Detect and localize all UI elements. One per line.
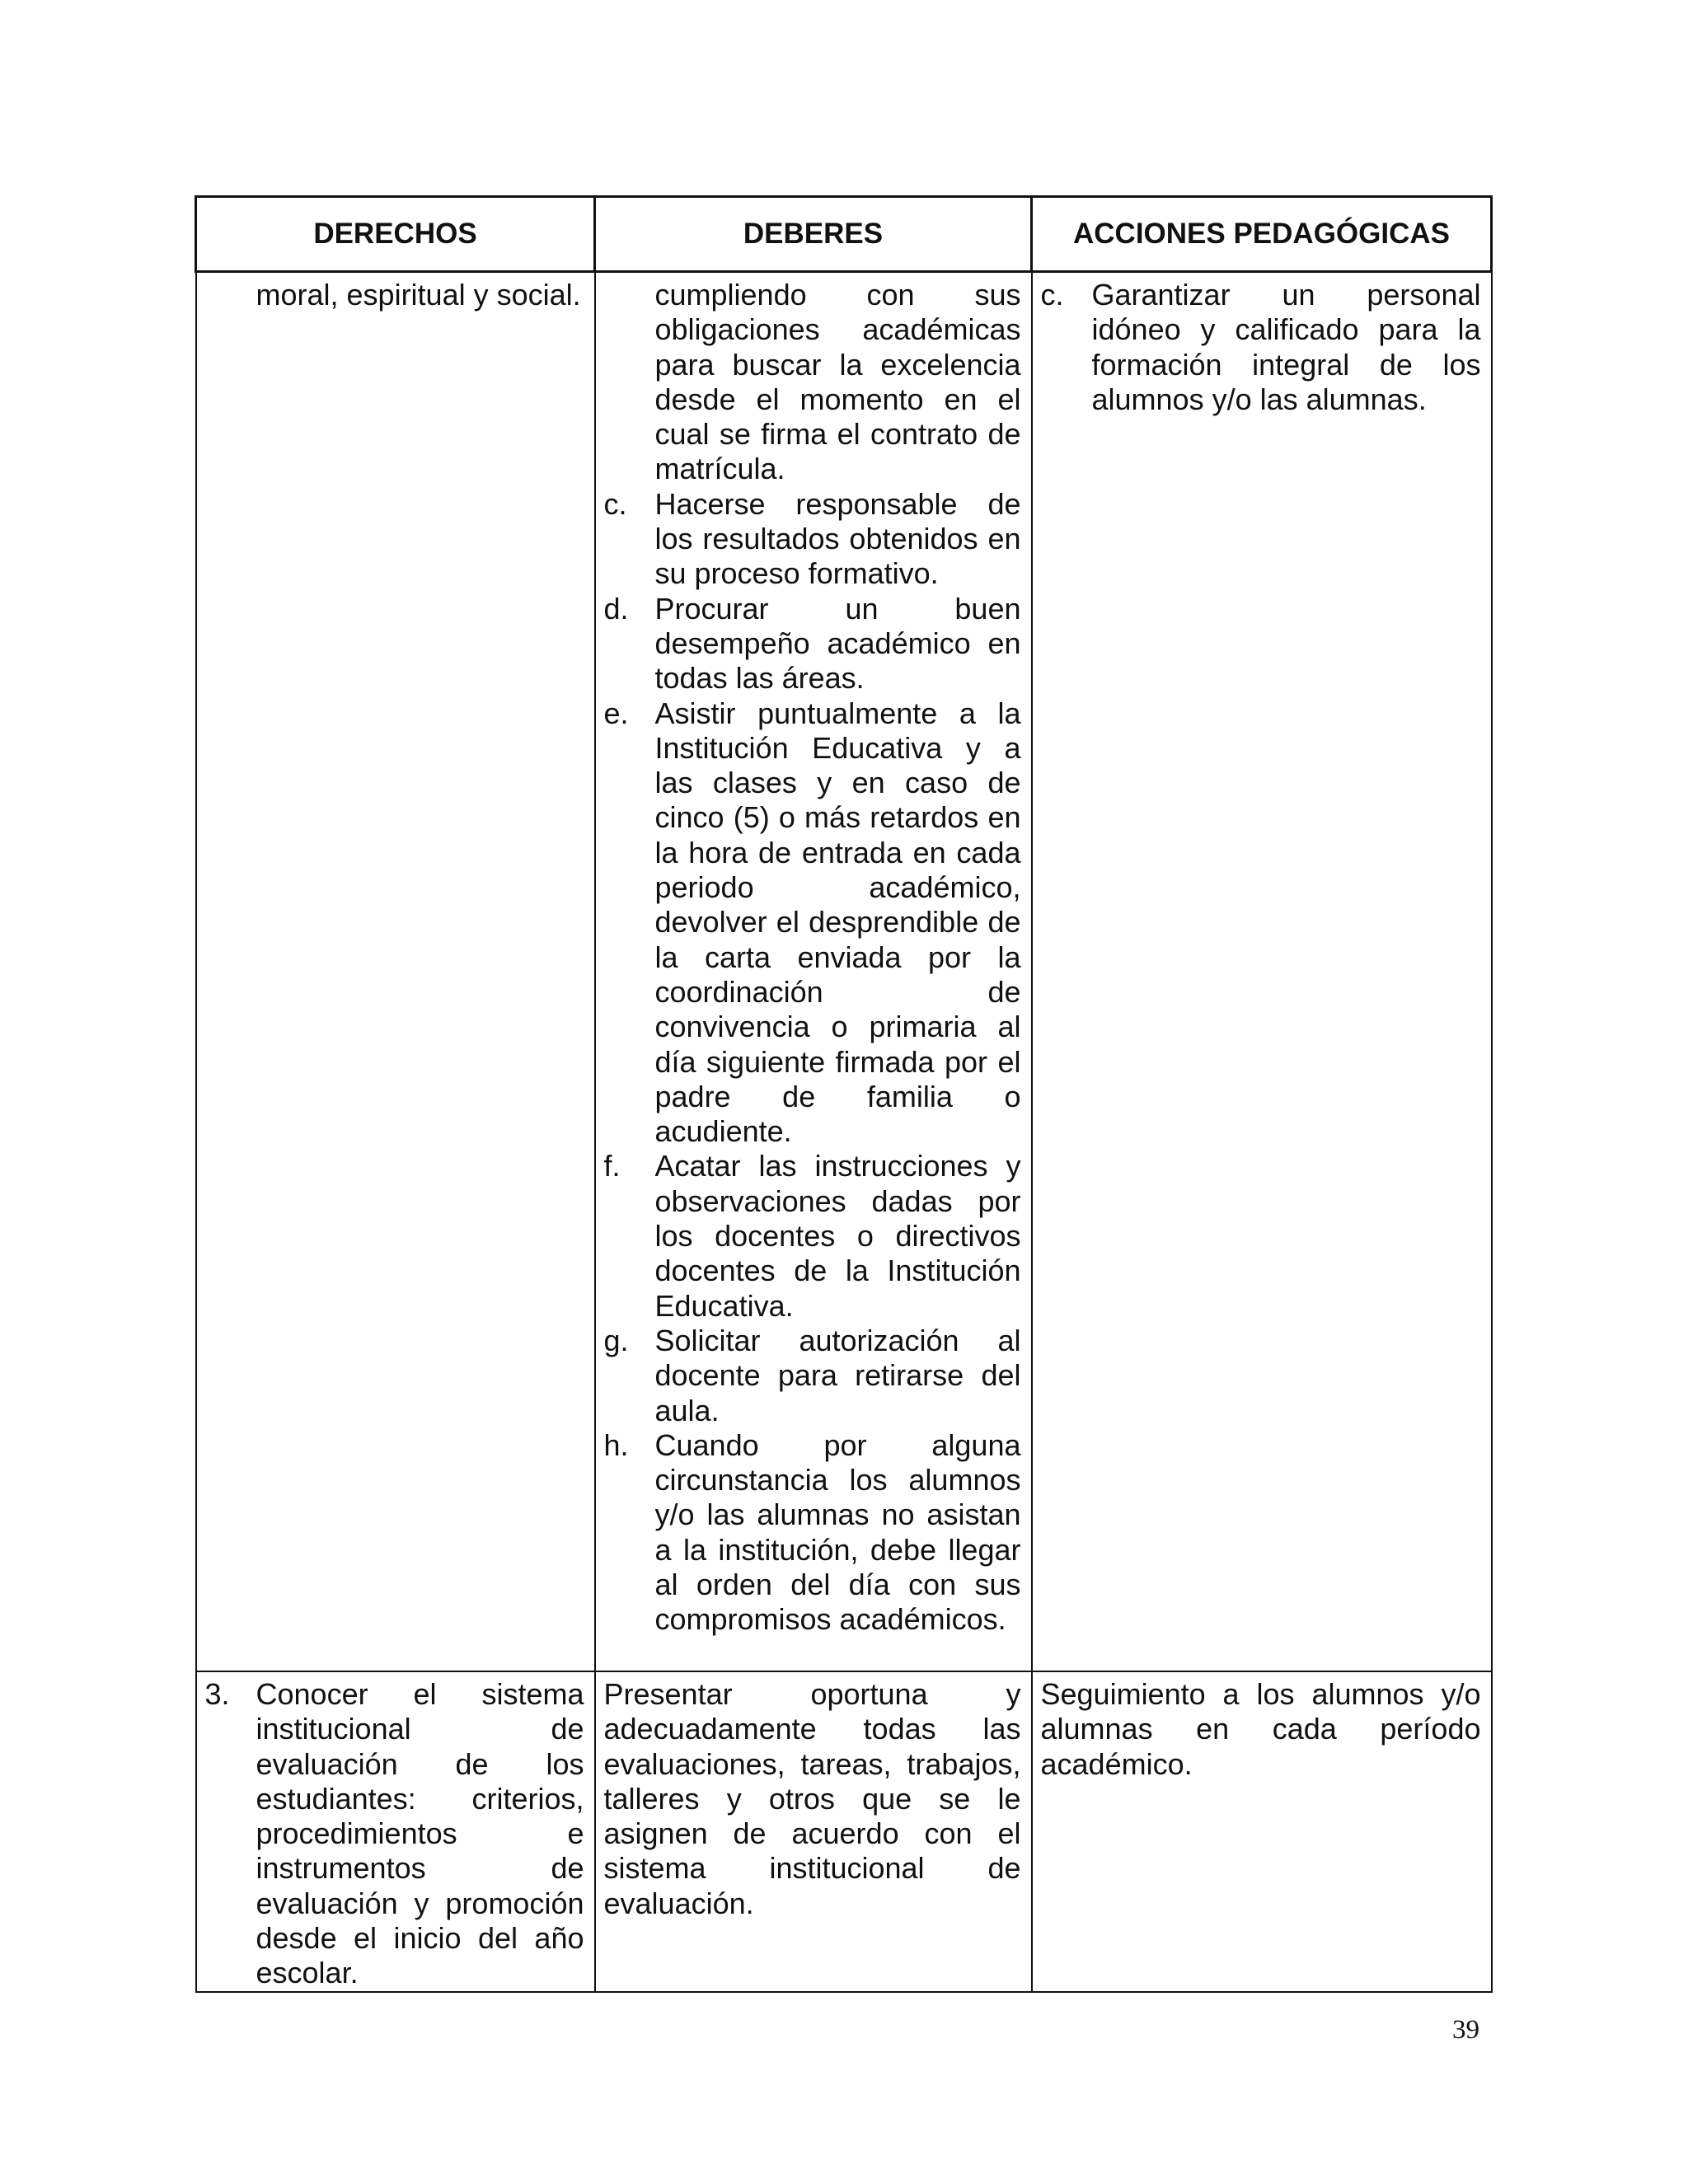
list-item	[604, 1324, 1021, 1428]
list-item	[1041, 278, 1481, 417]
cell-acciones	[1032, 1671, 1492, 1992]
list-item	[205, 1677, 584, 1991]
list-marker: c.	[603, 486, 627, 521]
acciones-text: Seguimiento a los alumnos y/o alumnas en cada período académico.	[1040, 1677, 1481, 1781]
list-marker: g.	[603, 1323, 629, 1357]
cell-derechos	[196, 272, 595, 1672]
list-marker: c.	[1040, 278, 1064, 312]
list-marker: d.	[603, 591, 629, 626]
list-item-text: Procurar un buen desempeño académico en todas las áreas.	[654, 591, 1021, 696]
list-item	[604, 487, 1021, 592]
cell-deberes	[595, 272, 1032, 1672]
cell-derechos	[196, 1671, 595, 1992]
deberes-continuation-text: cumpliendo con sus obligaciones académicas para buscar la excelencia desde el momento en el cual se firma el contrato de matrícula.	[654, 278, 1021, 486]
list-item-text: Cuando por alguna circunstancia los alumnos y/o las alumnas no asistan a la institución, debe llegar al orden del día con sus compromisos académicos.	[654, 1427, 1021, 1637]
list-marker: e.	[603, 696, 629, 730]
deberes-text: Presentar oportuna y adecuadamente todas las evaluaciones, tareas, trabajos, talleres y otros que se le asignen de acuerdo con el sistema institucional de evaluación.	[603, 1677, 1021, 1920]
list-marker: h.	[603, 1427, 629, 1462]
header-deberes: DEBERES	[595, 197, 1032, 272]
page-number: 39	[1452, 2015, 1479, 2045]
derechos-continuation-text: moral, espiritual y social.	[256, 278, 581, 312]
list-item-text: Conocer el sistema institucional de evaluación de los estudiantes: criterios, procedimientos e instrumentos de evaluación y promoción desde el inicio del año escolar.	[256, 1677, 584, 1990]
header-acciones-pedagogicas: ACCIONES PEDAGÓGICAS	[1032, 197, 1492, 272]
header-derechos: DERECHOS	[196, 197, 595, 272]
list-item-text: Acatar las instrucciones y observaciones dadas por los docentes o directivos docentes de la Institución Educativa.	[654, 1149, 1021, 1323]
list-item-text: Hacerse responsable de los resultados obtenidos en su proceso formativo.	[654, 486, 1021, 591]
list-item-text: Solicitar autorización al docente para retirarse del aula.	[654, 1323, 1021, 1427]
list-marker: 3.	[204, 1677, 230, 1711]
table-row	[196, 272, 1492, 1672]
list-item-text: Garantizar un personal idóneo y calificado para la formación integral de los alumnos y/o las alumnas.	[1091, 278, 1481, 416]
list-item	[604, 1428, 1021, 1638]
table-row	[196, 1671, 1492, 1992]
list-item	[604, 696, 1021, 1150]
list-item	[604, 1149, 1021, 1323]
list-marker: f.	[603, 1149, 621, 1183]
list-item-text: Asistir puntualmente a la Institución Educativa y a las clases y en caso de cinco (5) o más retardos en la hora de entrada en cada periodo académico, devolver el desprendible de la carta enviada por la coordinación de convivencia o primaria al día siguiente firmada por el padre de familia o acudiente.	[654, 696, 1021, 1149]
rights-duties-table	[195, 195, 1493, 1993]
list-item	[604, 592, 1021, 696]
cell-deberes	[595, 1671, 1032, 1992]
table-header-row	[196, 197, 1492, 272]
cell-acciones	[1032, 272, 1492, 1672]
